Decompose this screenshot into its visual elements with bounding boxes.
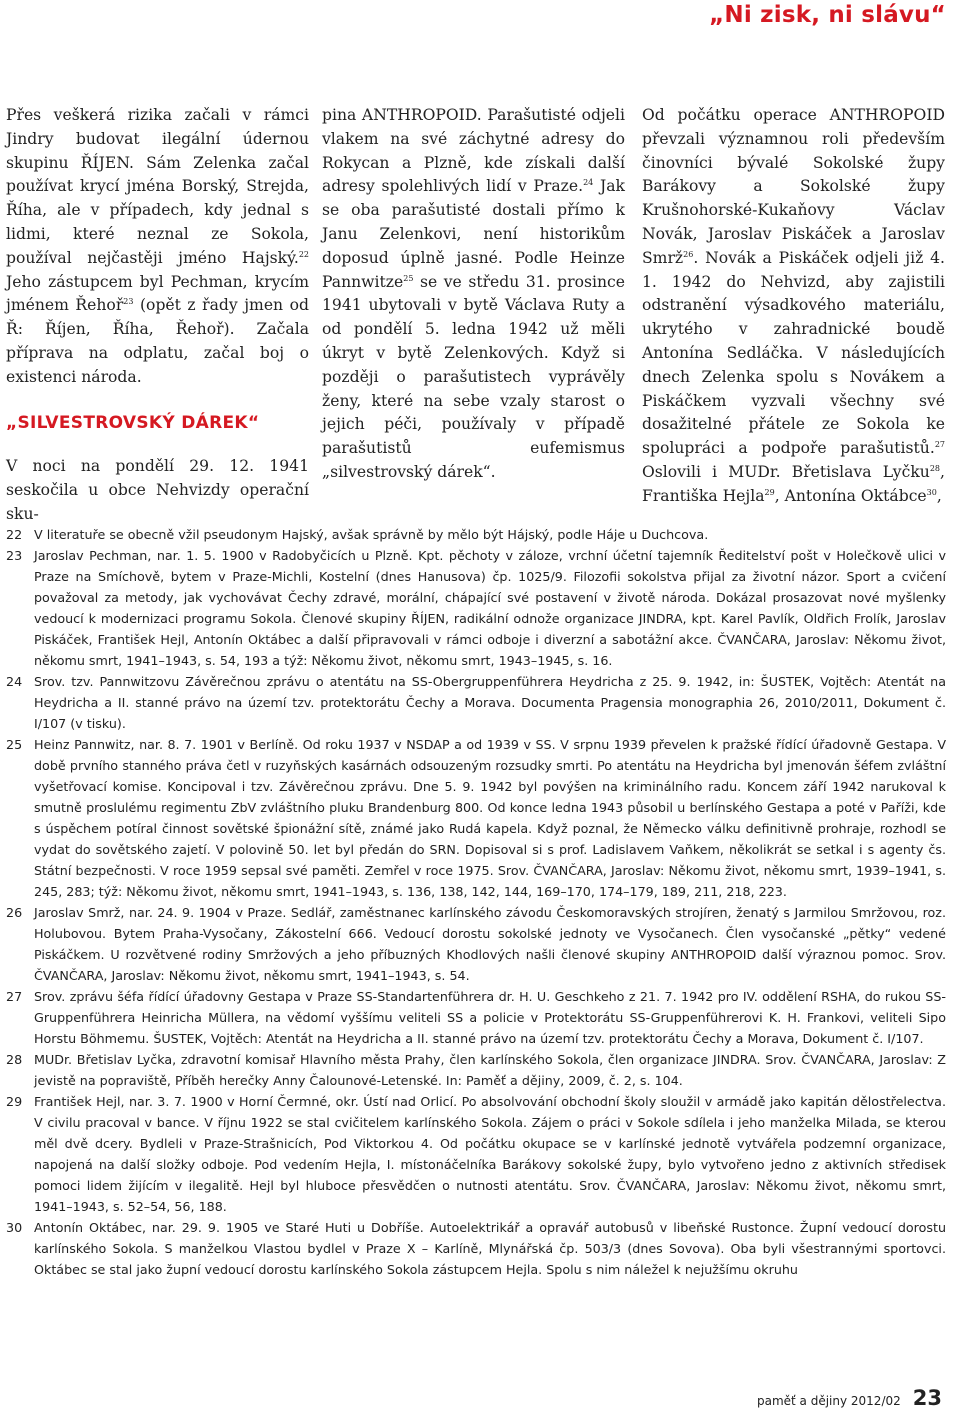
footnote-text: František Hejl, nar. 3. 7. 1900 v Horní Čermné, okr. Ústí nad Orlicí. Po absolvování obchodní školy sloužil v armádě jako kapitán dělostřelectva. V civilu pracoval v bance. V říjnu 1922 se stal cvičitelem karlínského Sokola. Zájem o práci v Sokole sdílela i jeho manželka Milada, se kterou měl dvě dcery. Bydleli v Praze-Strašnicích, Pod Viktorkou 4. Od počátku okupace se v karlínské jednotě vytvářela podzemní organizace, napojená na další složky odboje. Pod vedením Hejla, I. místonáčelníka Barákovy sokolské župy, bylo vytvořeno jedno z aktivních středisek pomoci lidem žijícím v ilegalitě. Hejl byl hluboce přesvědčen o nutnosti atentátu. Srov. ČVANČARA, Jaroslav: Někomu život, někomu smrt, 1941–1943, s. 52–54, 56, 188. [34,1094,946,1214]
column-2 [322,104,625,485]
text-run: (opět z řady jmen od Ř: Říjen, Říha, Řehoř). Začala příprava na odplatu, začal boj o existenci národa. [6,296,309,386]
footnote-number: 27 [6,989,23,1004]
footnote [6,1091,946,1217]
footnote [6,671,946,734]
footnote-text: V literatuře se obecně vžil pseudonym Hajský, avšak správně by mělo být Hájský, podle Háje u Duchcova. [34,527,709,542]
text-run: , Antonína Oktábce [774,486,927,505]
paragraph [322,104,625,485]
footnote [6,734,946,902]
footnote-text: Srov. zprávu šéfa řídící úřadovny Gestapa v Praze SS-Standartenführera dr. H. U. Geschkeho z 21. 7. 1942 pro IV. oddělení RSHA, do rukou SS-Gruppenführera Heinricha Müllera, na vědomí vyššímu veliteli SS a policie v Protektorátu SS-Gruppenführerovi K. H. Frankovi, veliteli Sipo Horstu Böhmemu. ŠUSTEK, Vojtěch: Atentát na Heydricha a II. stanné právo na území tzv. protektorátu Čechy a Morava, Dokument č. I/107. [34,989,946,1046]
footnote-ref[interactable]: 30 [926,487,937,497]
footnote [6,545,946,671]
footnote-text: Jaroslav Pechman, nar. 1. 5. 1900 v Radobyčicích u Plzně. Kpt. pěchoty v záloze, vrchní účetní tajemník Ředitelství pošt v Holečkově ulici v Praze na Smíchově, bytem v Praze-Michli, Kostelní (dnes Hanusova) čp. 1025/9. Filozofii sokolstva přijal za životní názor. Sport a cvičení považoval za metody, jak vychovávat Čechy zdravé, morální, chápající své postavení v životě národa. Dokázal prosazovat nové myšlenky vedoucí k modernizaci programu Sokola. Členové skupiny ŘÍJEN, radikální odnože organizace JINDRA, kpt. Karel Pavlík, Oldřich Frolík, Jaroslav Piskáček, František Hejl, Antonín Oktábec a další připravovali v rámci odboje i diverzní a sabotážní akce. ČVANČARA, Jaroslav: Někomu život, někomu smrt, 1941–1943, s. 54, 193 a týž: Někomu život, někomu smrt, 1943–1945, s. 16. [34,548,946,668]
footnote-ref[interactable]: 24 [583,178,594,188]
text-run: Přes veškerá rizika začali v rámci Jindry budovat ilegální údernou skupinu ŘÍJEN. Sám Zelenka začal používat krycí jména Borský, Strejda, Říha, ale v případech, kdy jednal s lidmi, které neznal ze Sokola, používal nejčastěji jméno Hajský. [6,106,309,267]
footnote-ref[interactable]: 26 [683,249,694,259]
text-run: se ve středu 31. prosince 1941 ubytovali v bytě Václava Ruty a od pondělí 5. ledna 1942 už měli úkryt v bytě Zelenkových. Když si později o parašutistech vyprávěly ženy, které na sebe vzaly starost o jejich péči, používaly v případě parašutistů eufemismus „silvestrovský dárek“. [322,272,625,481]
section-heading: „SILVESTROVSKÝ DÁREK“ [6,412,260,433]
footnotes [6,524,946,1280]
text-run: . Novák a Piskáček odjeli již 4. 1. 1942 do Nehvizd, aby zajistili odstranění výsadkového materiálu, ukrytého v zahradnické boudě Antonína Sedláčka. V následujících dnech Zelenka spolu s Novákem a Piskáčkem vyzvali všechny své dosažitelné přátele ze Sokola ke spolupráci a podpoře parašutistů. [642,248,945,458]
footnote-number: 28 [6,1052,23,1067]
column-3 [642,104,945,509]
footnote-number: 29 [6,1094,23,1109]
footnote-text: Heinz Pannwitz, nar. 8. 7. 1901 v Berlíně. Od roku 1937 v NSDAP a od 1939 v SS. V srpnu 1939 převelen k pražské řídící úřadovně Gestapa. V době prvního stanného práva četl v ruzyňských kasárnách odsouzeným rozsudky smrti. Po atentátu na Heydricha byl jmenován šéfem zvláštní vyšetřovací komise. Koncipoval i tzv. Závěrečnou zprávu. Dne 5. 9. 1942 byl povýšen na kriminálního radu. Koncem září 1942 narukoval k smutně proslulému regimentu ZbV zvláštního pluku Brandenburg 800. Od konce ledna 1943 působil u berlínského Gestapa a poté v Paříži, kde s úspěchem potíral činnost sovětské špionážní sítě, známé jako Rudá kapela. Když poznal, že Německo válku definitivně prohraje, rozhodl se vydat do sovětského zajetí. V polovině 50. let byl předán do SRN. Dopisoval si s prof. Ladislavem Vaňkem, několikrát se setkal i s agenty čs. Státní bezpečnosti. V roce 1959 sepsal své paměti. Zemřel v roce 1975. Srov. ČVANČARA, Jaroslav: Někomu život, někomu smrt, 1939–1941, s. 245, 283; týž: Někomu život, někomu smrt, 1941–1943, s. 136, 138, 142, 144, 169–170, 174–179, 189, 211, 218, 223. [34,737,946,899]
footnote-ref[interactable]: 22 [298,249,309,259]
page-footer [757,1386,942,1410]
footnote [6,1217,946,1280]
footnote-number: 24 [6,674,23,689]
text-run: Od počátku operace ANTHROPOID převzali významnou roli především činovníci bývalé Sokolské župy Barákovy a Sokolské župy Krušnohorské-Kukaňovy Václav Novák, Jaroslav Piskáček a Jaroslav Smrž [642,106,945,267]
text-run: Jak se oba parašutisté dostali přímo k Janu Zelenkovi, není historikům doposud úplně jasné. Podle Heinze Pannwitze [322,177,625,291]
footnote [6,1049,946,1091]
footnote-number: 30 [6,1220,23,1235]
footnote-ref[interactable]: 25 [403,273,414,283]
paragraph [642,104,945,509]
footnote-text: Srov. tzv. Pannwitzovu Závěrečnou zprávu o atentátu na SS-Obergruppenführera Heydricha z 25. 9. 1942, in: ŠUSTEK, Vojtěch: Atentát na Heydricha a II. stanné právo na území tzv. protektorátu Čechy a Morava. Documenta Pragensia monographia 26, 2010/2011, Dokument č. I/107 (v tisku). [34,674,946,731]
journal-name: paměť a dějiny 2012/02 [756,1394,901,1408]
column-1 [6,104,309,527]
running-header: „Ni zisk, ni slávu“ [709,2,946,28]
text-run: , Františka Hejla [642,462,945,505]
footnote [6,524,946,545]
paragraph: V noci na pondělí 29. 12. 1941 seskočila u obce Nehvizdy operační sku- [6,457,309,523]
paragraph [6,104,309,390]
footnote-number: 26 [6,905,23,920]
footnote-text: Jaroslav Smrž, nar. 24. 9. 1904 v Praze. Sedlář, zaměstnanec karlínského závodu Českomoravských strojíren, ženatý s Jarmilou Smržovou, roz. Holubovou. Bytem Praha-Vysočany, Zákostelní 666. Vedoucí dorostu sokolské jednoty ve Vysočanech. Člen vysočanské „pětky“ vedené Piskáčkem. U rozvětvené rodiny Smržových a jeho příbuzných Khodlových našli členové skupiny ANTHROPOID další výraznou pomoc. Srov. ČVANČARA, Jaroslav: Někomu život, někomu smrt, 1941–1943, s. 54. [34,905,946,983]
text-run: Jeho zástupcem byl Pechman, krycím jménem Řehoř [6,272,309,315]
footnote-number: 23 [6,548,23,563]
text-run: Oslovili i MUDr. Břetislava Lyčku [642,462,930,481]
footnote-text: Antonín Oktábec, nar. 29. 9. 1905 ve Staré Huti u Dobříše. Autoelektrikář a opravář autobusů v libeňské Rustonce. Župní vedoucí dorostu karlínského Sokola. S manželkou Vlastou bydlel v Praze X – Karlíně, Mlynářská čp. 503/3 (dnes Sovova). Oba byli všestrannými sportovci. Oktábec se stal jako župní vedoucí dorostu karlínského Sokola zástupcem Hejla. Spolu s nim náležel k nejužšímu okruhu [34,1220,946,1277]
footnote-ref[interactable]: 28 [929,463,941,473]
footnote-ref[interactable]: 27 [934,440,945,450]
footnote [6,902,946,986]
footnote-ref[interactable]: 23 [123,297,134,307]
page-number: 23 [912,1386,942,1410]
footnote-number: 25 [6,737,23,752]
text-run: pina ANTHROPOID. Parašutisté odjeli vlakem na své záchytné adresy do Rokycan a Plzně, kde získali další adresy spolehlivých lidí v Praze. [322,106,625,196]
footnote [6,986,946,1049]
text-run: , [936,486,942,505]
footnote-text: MUDr. Břetislav Lyčka, zdravotní komisař Hlavního města Prahy, člen karlínského Sokola, člen organizace JINDRA. Srov. ČVANČARA, Jaroslav: Z jevistě na popraviště, Příběh herečky Anny Čalounové-Letenské. In: Paměť a dějiny, 2009, č. 2, s. 104. [34,1052,946,1088]
footnote-number: 22 [6,527,23,542]
footnote-ref[interactable]: 29 [764,487,775,497]
body-columns [6,104,952,523]
